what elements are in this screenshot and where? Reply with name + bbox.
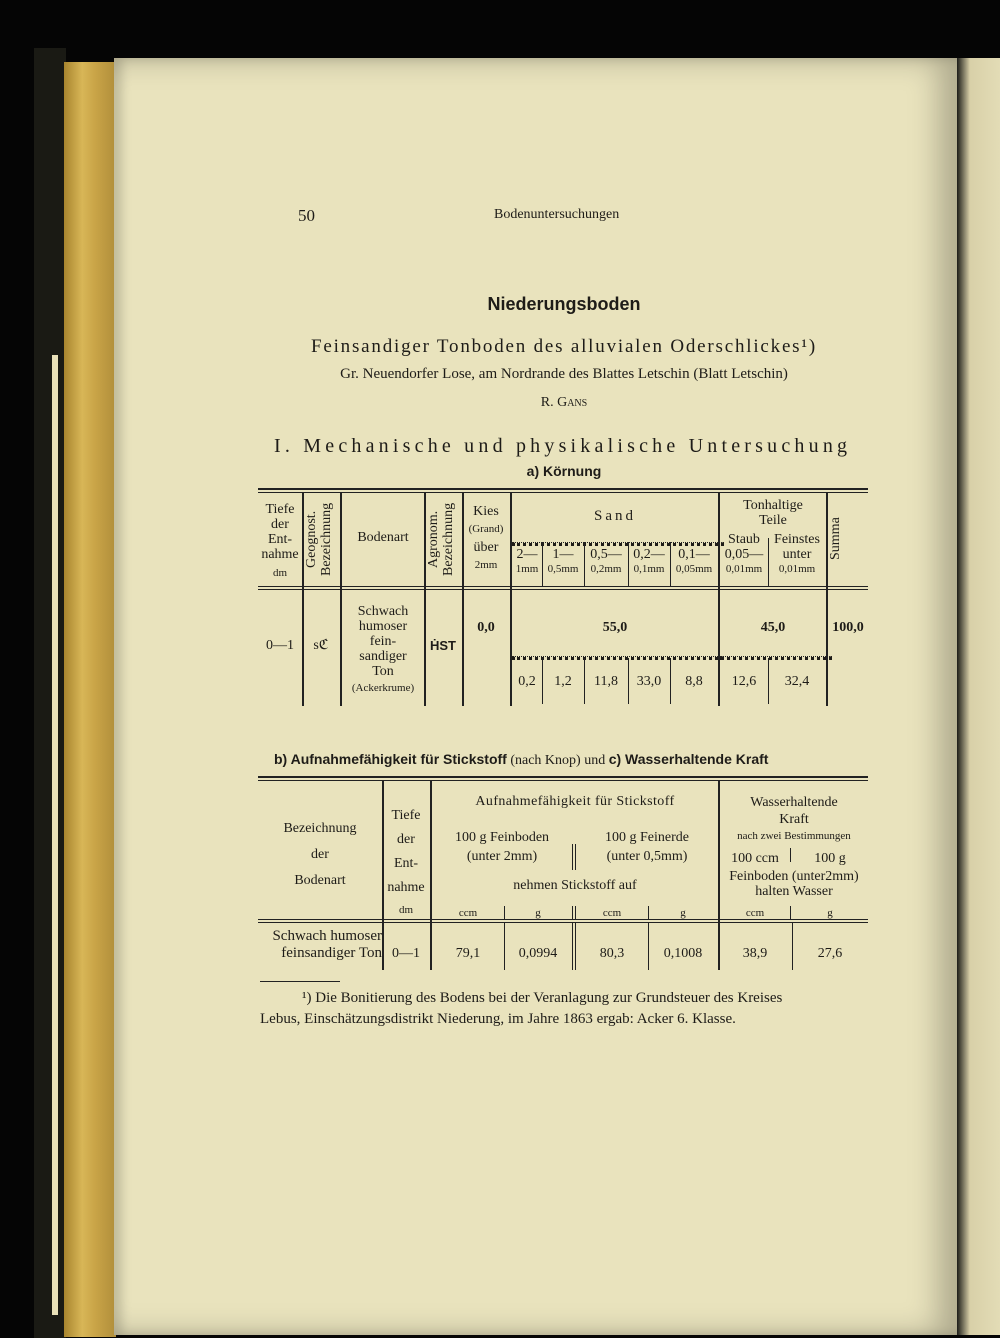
td-tiefe: 0—1 [266, 638, 294, 653]
th2-aufnahme: Aufnahmefähigkeit für Stickstoff [475, 794, 675, 809]
subtitle: Feinsandiger Tonboden des alluvialen Oderschlickes¹) [310, 336, 817, 357]
footnote-line-1: ¹) Die Bonitierung des Bodens bei der Veranlagung zur Grundsteuer des Kreises [302, 990, 783, 1006]
section1-sub-a: a) Körnung [526, 463, 602, 479]
next-page-edge [957, 58, 1000, 1335]
th2-unit-g-2: g [680, 907, 686, 919]
td-sand-2: 1,2 [554, 674, 572, 689]
book-page [114, 58, 957, 1335]
section1-heading: I. Mechanische und physikalische Untersuchung [274, 435, 852, 457]
book-spine-shadow [34, 48, 66, 1338]
running-title: Bodenuntersuchungen [494, 207, 620, 222]
paper-strip [52, 355, 58, 1315]
td-ton-total: 45,0 [760, 620, 786, 635]
th2-unit-ccm-3: ccm [745, 907, 765, 919]
th-kies: Kies (Grand) über 2mm [468, 504, 504, 571]
td-geognost: sℭ [313, 638, 329, 653]
td2-value-2: 0,0994 [518, 946, 558, 961]
th2-feinboden: 100 g Feinboden (unter 2mm) [454, 830, 550, 864]
td-ton-staub: 12,6 [731, 674, 757, 689]
th2-unit-g-1: g [535, 907, 541, 919]
th2-nehmen: nehmen Stickstoff auf [513, 878, 637, 893]
td2-value-3: 80,3 [599, 946, 625, 961]
th-bodenart: Bodenart [357, 530, 409, 545]
th2-wasser-ccm: 100 ccm [731, 851, 779, 866]
td2-tiefe: 0—1 [392, 946, 420, 961]
td2-value-6: 27,6 [817, 946, 843, 961]
section2-heading: b) Aufnahmefähigkeit für Stickstoff (nach Knop) und c) Wasserhaltende Kraft [274, 751, 769, 768]
page-number: 50 [298, 206, 315, 225]
th-summa: Summa [828, 517, 843, 561]
th2-bezeichnung: Bezeichnung der Bodenart [283, 821, 357, 888]
th2-wasser-text: Feinboden (unter2mm) halten Wasser [729, 869, 859, 899]
th-sand-4: 0,2— 0,1mm [633, 547, 665, 575]
th2-tiefe-unit: dm [398, 904, 414, 916]
td2-value-4: 0,1008 [663, 946, 703, 961]
footnote-line-2: Lebus, Einschätzungsdistrikt Niederung, im Jahre 1863 ergab: Acker 6. Klasse. [260, 1011, 736, 1027]
th-ton-feinstes: Feinstes unter 0,01mm [774, 532, 820, 575]
author: R. Gans [540, 395, 588, 410]
td-sand-total: 55,0 [602, 620, 628, 635]
td-ton-feinstes: 32,4 [784, 674, 810, 689]
th-ton-staub: Staub 0,05— 0,01mm [724, 532, 764, 575]
location-line: Gr. Neuendorfer Lose, am Nordrande des Blattes Letschin (Blatt Letschin) [340, 366, 788, 382]
th-geognost: Geognost. Bezeichnung [304, 502, 334, 576]
th2-wasser-g: 100 g [814, 851, 846, 866]
th2-unit-ccm-1: ccm [458, 907, 478, 919]
td-sand-3: 11,8 [594, 674, 618, 689]
th-agronom: Agronom. Bezeichnung [426, 502, 456, 576]
th2-tiefe: Tiefe der Ent- nahme [387, 808, 425, 895]
th-tiefe: Tiefe der Ent- nahme dm [261, 502, 299, 579]
td-sand-4: 33,0 [636, 674, 662, 689]
td2-value-1: 79,1 [455, 946, 481, 961]
td2-bezeichnung: Schwach humoser feinsandiger Ton [272, 928, 382, 961]
td-bodenart: Schwach humoser fein- sandiger Ton (Ackerkrume) [351, 604, 415, 694]
th-sand-5: 0,1— 0,05mm [675, 547, 713, 575]
th2-unit-g-3: g [827, 907, 833, 919]
th-sand-1: 2— 1mm [515, 547, 539, 575]
page-title: Niederungsboden [487, 294, 641, 314]
th-sand-3: 0,5— 0,2mm [590, 547, 622, 575]
td-agronom: ḢST [430, 638, 456, 653]
th-ton: Tonhaltige Teile [743, 498, 803, 528]
th2-feinerde: 100 g Feinerde (unter 0,5mm) [605, 830, 689, 864]
td-summa: 100,0 [832, 620, 864, 635]
gilt-page-edges [64, 62, 116, 1337]
td2-value-5: 38,9 [742, 946, 768, 961]
th-sand: Sand [594, 508, 636, 524]
td-kies: 0,0 [477, 620, 495, 635]
td-sand-1: 0,2 [518, 674, 536, 689]
th-sand-2: 1— 0,5mm [547, 547, 579, 575]
th2-wasser: Wasserhaltende Kraft nach zwei Bestimmungen [737, 795, 851, 842]
th2-unit-ccm-2: ccm [602, 907, 622, 919]
td-sand-5: 8,8 [685, 674, 703, 689]
